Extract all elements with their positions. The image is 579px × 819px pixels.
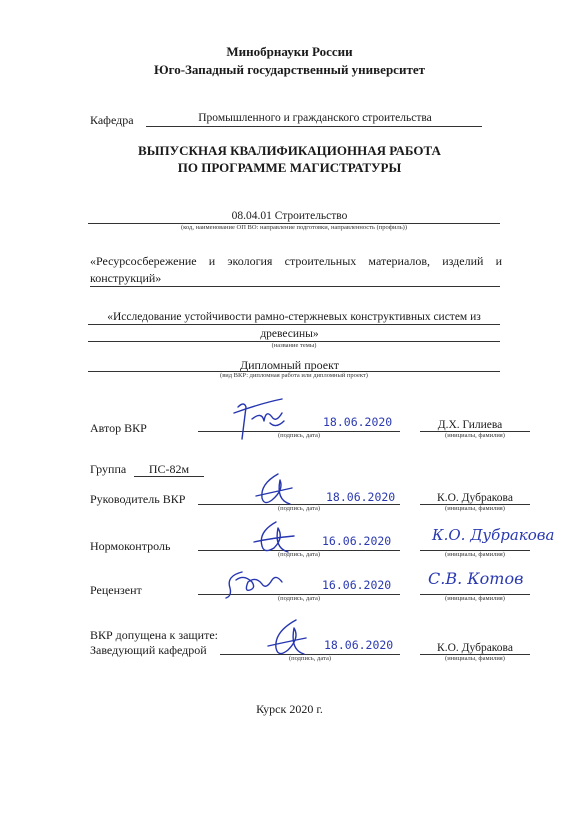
author-date: 18.06.2020 bbox=[323, 415, 393, 429]
norm-control-sign-caption: (подпись, дата) bbox=[277, 551, 321, 558]
document-title-line2: ПО ПРОГРАММЕ МАГИСТРАТУРЫ bbox=[177, 160, 402, 175]
document-title-line1: ВЫПУСКНАЯ КВАЛИФИКАЦИОННАЯ РАБОТА bbox=[138, 143, 441, 158]
admission-name-caption: (инициалы, фамилия) bbox=[445, 655, 505, 662]
supervisor-sign-caption: (подпись, дата) bbox=[277, 505, 321, 512]
department-label: Кафедра bbox=[90, 113, 134, 127]
department-value: Промышленного и гражданского строительства bbox=[198, 112, 432, 124]
direction-code: 08.04.01 Строительство bbox=[231, 210, 348, 222]
group-label: Группа bbox=[90, 462, 127, 476]
admission-sign-caption: (подпись, дата) bbox=[288, 655, 332, 662]
ministry-name: Минобрнауки России bbox=[226, 44, 353, 59]
reviewer-handwritten-name: С.В. Котов bbox=[428, 569, 524, 588]
author-signature bbox=[232, 393, 292, 441]
norm-control-label: Нормоконтроль bbox=[90, 539, 171, 553]
supervisor-date: 18.06.2020 bbox=[326, 490, 396, 504]
supervisor-label: Руководитель ВКР bbox=[90, 492, 186, 506]
norm-control-signature bbox=[250, 518, 300, 558]
reviewer-signature bbox=[222, 566, 286, 602]
topic-line2: древесины» bbox=[260, 328, 319, 340]
norm-control-handwritten-name: К.О. Дубракова bbox=[432, 526, 555, 544]
norm-control-date: 16.06.2020 bbox=[322, 534, 392, 548]
reviewer-name-caption: (инициалы, фамилия) bbox=[445, 595, 505, 602]
admission-name: К.О. Дубракова bbox=[437, 642, 513, 654]
topic-underline-1 bbox=[88, 324, 500, 325]
reviewer-label: Рецензент bbox=[90, 583, 142, 597]
department-underline bbox=[146, 126, 482, 127]
topic-caption: (название темы) bbox=[271, 342, 317, 349]
author-sign-caption: (подпись, дата) bbox=[277, 432, 321, 439]
program-line2: конструкций» bbox=[90, 271, 162, 285]
university-name: Юго-Западный государственный университет bbox=[154, 62, 425, 77]
program-line1: «Ресурсосбережение и экология строительных материалов, изделий и bbox=[90, 254, 502, 268]
supervisor-name: К.О. Дубракова bbox=[437, 492, 513, 504]
admission-date: 18.06.2020 bbox=[324, 638, 394, 652]
direction-caption: (код, наименование ОП ВО: направление подготовки, направленность (профиль)) bbox=[181, 224, 407, 231]
group-underline bbox=[134, 476, 204, 477]
admission-signature bbox=[262, 616, 312, 662]
author-label: Автор ВКР bbox=[90, 421, 147, 435]
author-name: Д.Х. Гилиева bbox=[437, 419, 503, 431]
program-underline bbox=[90, 286, 500, 287]
supervisor-name-caption: (инициалы, фамилия) bbox=[445, 505, 505, 512]
reviewer-date: 16.06.2020 bbox=[322, 578, 392, 592]
work-type-caption: (вид ВКР: дипломная работа или дипломный проект) bbox=[220, 372, 368, 379]
work-type: Дипломный проект bbox=[239, 358, 340, 372]
norm-control-name-caption: (инициалы, фамилия) bbox=[445, 551, 505, 558]
admission-label-line1: ВКР допущена к защите: bbox=[90, 628, 218, 642]
admission-label-line2: Заведующий кафедрой bbox=[90, 643, 207, 657]
topic-line1: «Исследование устойчивости рамно-стержневых конструктивных систем из bbox=[107, 311, 481, 323]
group-value: ПС-82м bbox=[148, 462, 190, 476]
author-name-caption: (инициалы, фамилия) bbox=[445, 432, 505, 439]
supervisor-signature bbox=[250, 470, 300, 510]
reviewer-sign-caption: (подпись, дата) bbox=[277, 595, 321, 602]
city-year: Курск 2020 г. bbox=[256, 702, 323, 716]
